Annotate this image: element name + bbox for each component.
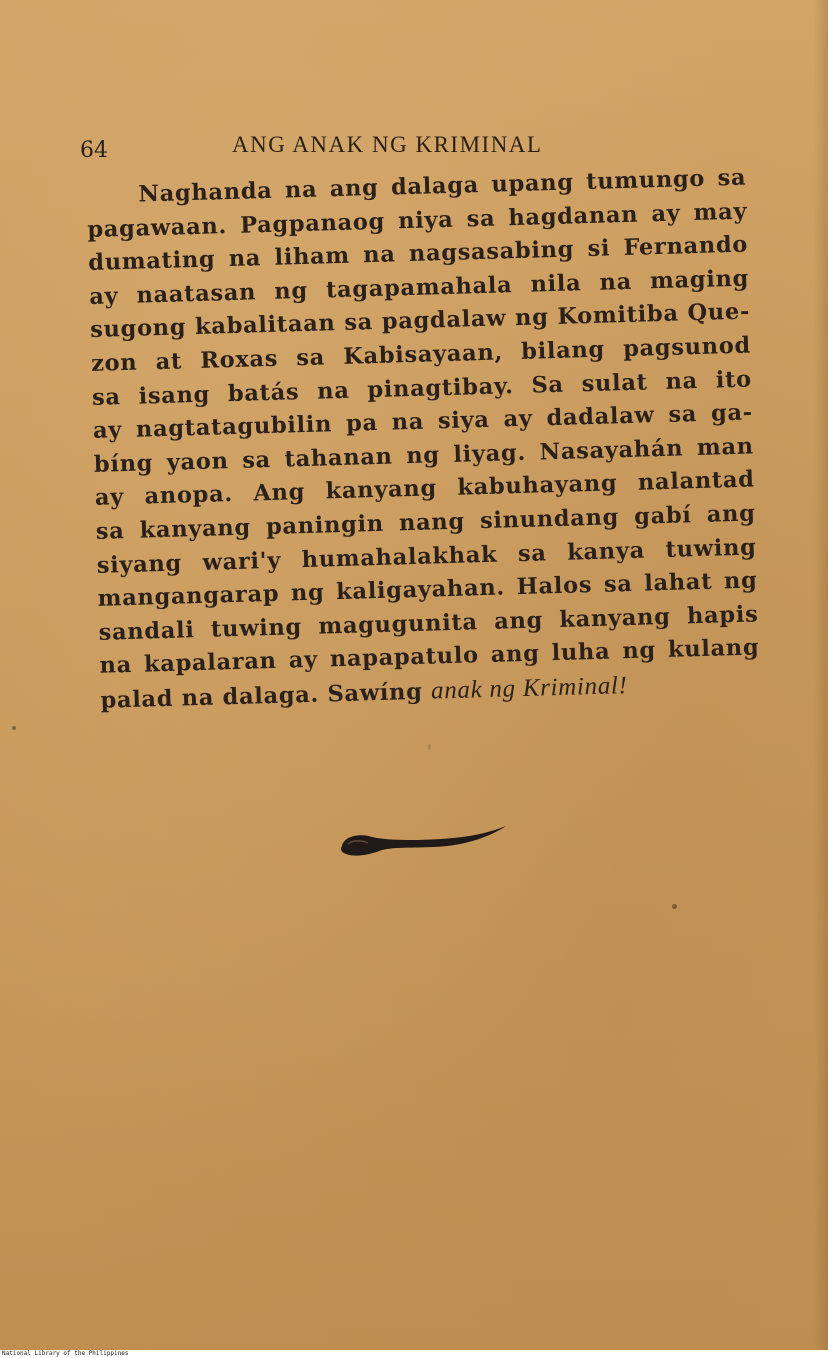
page-number: 64 — [80, 138, 108, 163]
text-line: bíng yaon sa tahanan ng liyag. Nasayahán man — [93, 433, 755, 478]
text-line: ay naatasan ng tagapamahala nila na maging — [88, 265, 750, 310]
text-line: zon at Roxas sa Kabisayaan, bilang pagsunod — [90, 332, 752, 377]
text-line: ay nagtatagubilin pa na siya ay dadalaw sa ga- — [92, 399, 754, 445]
last-line-text: palad na dalaga. Sawíng — [100, 678, 423, 714]
text-line: sa isang batás na pinagtibay. Sa sulat na ito — [91, 366, 753, 411]
body-paragraph — [86, 162, 761, 719]
text-line: sandali tuwing magugunita ang kanyang hapis — [98, 601, 759, 646]
page-header — [80, 128, 600, 162]
paper-speck — [12, 726, 16, 730]
text-line: sa kanyang paningin nang sinundang gabí ang — [95, 500, 756, 545]
text-line: na kapalaran ay napapatulo ang luha ng kulang — [99, 634, 760, 680]
text-line: siyang wari'y humahalakhak sa kanya tuwing — [96, 533, 757, 579]
text-line: dumating na liham na nagsasabing si Fernando — [87, 231, 749, 277]
text-line: mangangarap ng kaligayahan. Halos sa lahat ng — [97, 567, 758, 612]
text-line: pagawaan. Pagpanaog niya sa hagdanan ay may — [87, 198, 748, 243]
end-ornament-icon — [338, 820, 510, 864]
text-line: ay anopa. Ang kanyang kabuhayang nalantad — [94, 466, 755, 512]
footer-credit: National Library of the Philippines — [2, 1350, 129, 1357]
paper-speck — [672, 904, 677, 909]
book-title-italic: anak ng Kriminal! — [430, 671, 628, 705]
text-line: sugong kabalitaan sa pagdalaw ng Komitiba Que- — [89, 298, 751, 344]
text-line: Naghanda na ang dalaga upang tumungo sa — [138, 164, 747, 208]
page-edge-shadow — [814, 0, 828, 1350]
paper-speck — [428, 744, 431, 750]
running-title: ANG ANAK NG KRIMINAL — [232, 132, 543, 157]
footer-bar — [0, 1350, 828, 1358]
